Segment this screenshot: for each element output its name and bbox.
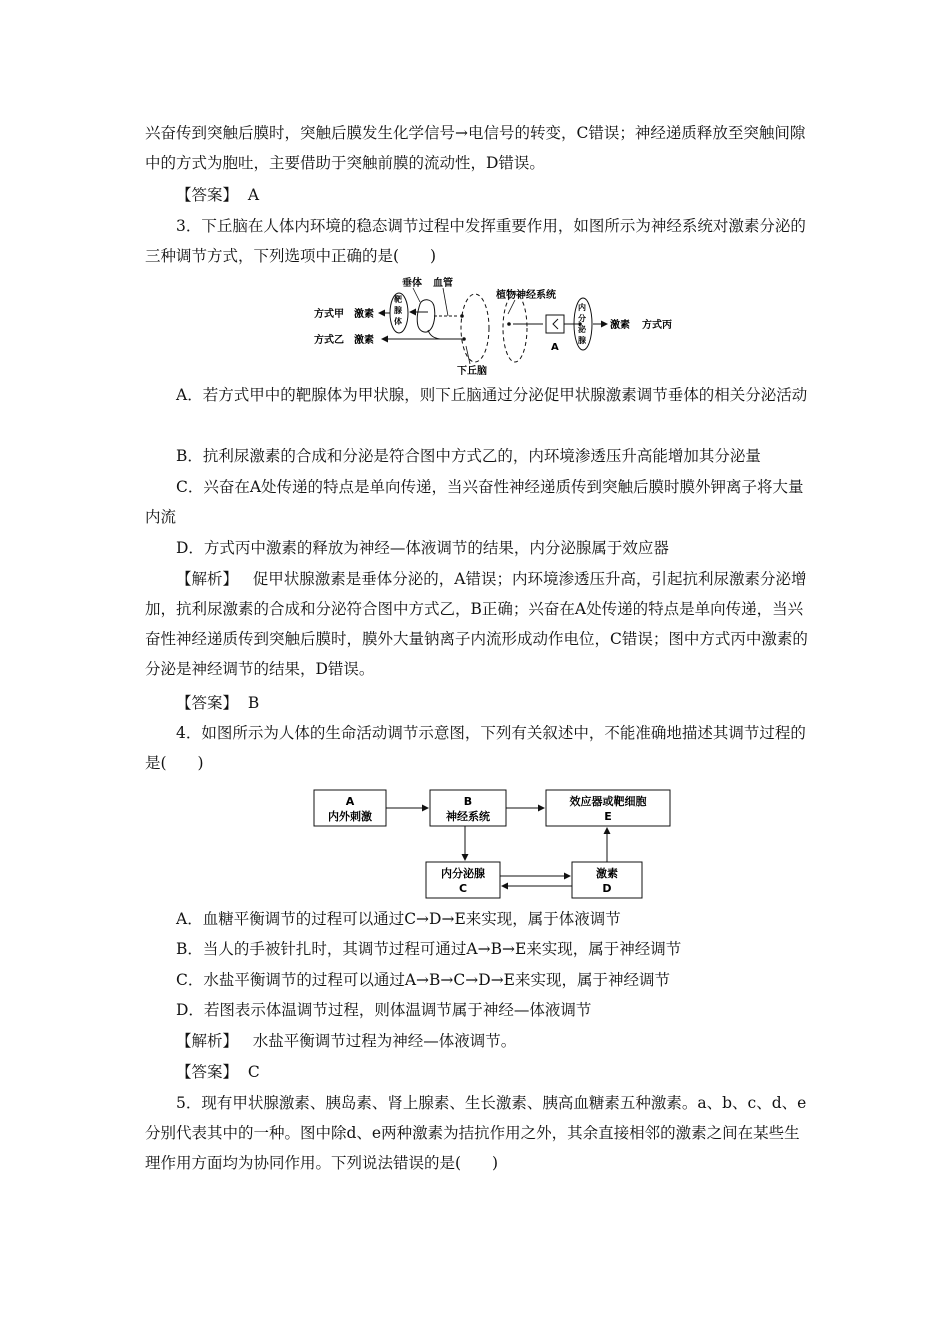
- label-yi: 方式乙: [314, 335, 344, 346]
- box-d-top: 激素: [596, 867, 618, 880]
- label-jisu-yi: 激素: [354, 335, 374, 346]
- svg-text:分: 分: [578, 314, 586, 323]
- label-neifenmixian: 内: [578, 303, 586, 312]
- pituitary-shape: [417, 300, 435, 332]
- q5-stem: 5．现有甲状腺激素、胰岛素、肾上腺素、生长激素、胰高血糖素五种激素。a、b、c、d、e分别代表其中的一种。图中除d、e两种激素为拮抗作用之外，其余直接相邻的激素之间在某些生理作用方面均为协同作用。下列说法错误的是( ): [145, 1094, 807, 1172]
- q3-option-c: C．兴奋在A处传递的特点是单向传递，当兴奋性神经递质传到突触后膜时膜外钾离子将大量内流: [145, 478, 804, 526]
- box-b-top: B: [463, 795, 473, 808]
- box-c-bottom: C: [458, 882, 468, 895]
- svg-text:体: 体: [394, 317, 402, 326]
- hypothalamus-ellipse: [461, 294, 489, 362]
- q3-option-d: D．方式丙中激素的释放为神经—体液调节的结果，内分泌腺属于效应器: [176, 539, 669, 557]
- box-a-top: A: [345, 795, 355, 808]
- q4-analysis: [145, 1026, 810, 1056]
- label-jia: 方式甲: [314, 309, 344, 320]
- label-zhiwu: 植物神经系统: [496, 290, 556, 301]
- svg-text:腺: 腺: [394, 306, 402, 315]
- synapse-box-A: [546, 315, 564, 333]
- label-chuiti: 垂体: [402, 278, 422, 289]
- analysis-label: 【解析】: [176, 1032, 239, 1050]
- label-xiaqiunao: 下丘脑: [457, 366, 487, 377]
- label-bing: 方式丙: [642, 320, 672, 331]
- box-b-bottom: 神经系统: [446, 810, 490, 823]
- label-baxianti: 靶: [394, 295, 402, 304]
- label-xueguan: 血管: [433, 278, 453, 289]
- q4-stem: 4．如图所示为人体的生命活动调节示意图，下列有关叙述中，不能准确地描述其调节过程的是( ): [145, 724, 806, 772]
- box-c-top: 内分泌腺: [441, 867, 485, 880]
- svg-text:腺: 腺: [578, 336, 586, 345]
- answer-value: A: [247, 186, 260, 204]
- box-d-bottom: D: [602, 882, 612, 895]
- answer-label: 【答案】: [176, 186, 239, 204]
- svg-text:泌: 泌: [578, 325, 586, 334]
- q2-explanation-tail: 兴奋传到突触后膜时，突触后膜发生化学信号→电信号的转变，C错误；神经递质释放至突触间隙中的方式为胞吐，主要借助于突触前膜的流动性，D错误。: [145, 124, 806, 172]
- analysis-text: 水盐平衡调节过程为神经—体液调节。: [252, 1032, 517, 1050]
- answer-label: 【答案】: [176, 694, 239, 712]
- label-jisu-jia: 激素: [354, 309, 374, 320]
- q3-figure: [310, 272, 690, 380]
- q4-option-a: A．血糖平衡调节的过程可以通过C→D→E来实现，属于体液调节: [176, 910, 621, 928]
- analysis-text: 促甲状腺激素是垂体分泌的，A错误；内环境渗透压升高，引起抗利尿激素分泌增加，抗利尿激素的合成和分泌符合图中方式乙，B正确；兴奋在A处传递的特点是单向传递，当兴奋性神经递质传到突触后膜时，膜外大量钠离子内流形成动作电位，C错误；图中方式丙中激素的分泌是神经调节的结果，D错误。: [145, 570, 808, 678]
- q4-answer-line: [145, 1057, 810, 1087]
- answer-label: 【答案】: [176, 1063, 239, 1081]
- answer-value: C: [247, 1063, 260, 1081]
- q3-diagram: [310, 272, 690, 380]
- q4-option-d: D．若图表示体温调节过程，则体温调节属于神经—体液调节: [176, 1001, 592, 1019]
- answer-value: B: [247, 694, 260, 712]
- autonomic-ellipse: [503, 294, 527, 362]
- q3-answer-line: [145, 688, 810, 718]
- label-A: A: [551, 342, 559, 353]
- label-jisu-bing: 激素: [610, 320, 630, 331]
- box-a-bottom: 内外刺激: [328, 810, 372, 823]
- q4-flow-diagram: [310, 786, 680, 902]
- q3-analysis: [145, 564, 810, 684]
- q4-option-b: B．当人的手被针扎时，其调节过程可通过A→B→E来实现，属于神经调节: [176, 940, 682, 958]
- q3-option-b: B．抗利尿激素的合成和分泌是符合图中方式乙的，内环境渗透压升高能增加其分泌量: [176, 447, 761, 465]
- q3-option-a: A．若方式甲中的靶腺体为甲状腺，则下丘脑通过分泌促甲状腺激素调节垂体的相关分泌活动: [176, 386, 808, 404]
- box-e-bottom: E: [604, 810, 612, 823]
- q4-option-c: C．水盐平衡调节的过程可以通过A→B→C→D→E来实现，属于神经调节: [176, 971, 670, 989]
- q2-answer-line: [145, 180, 810, 210]
- q3-stem: 3．下丘脑在人体内环境的稳态调节过程中发挥重要作用，如图所示为神经系统对激素分泌的三种调节方式，下列选项中正确的是( ): [145, 217, 806, 265]
- box-e-top: 效应器或靶细胞: [569, 795, 647, 808]
- analysis-label: 【解析】: [176, 570, 239, 588]
- q4-figure: [310, 786, 680, 902]
